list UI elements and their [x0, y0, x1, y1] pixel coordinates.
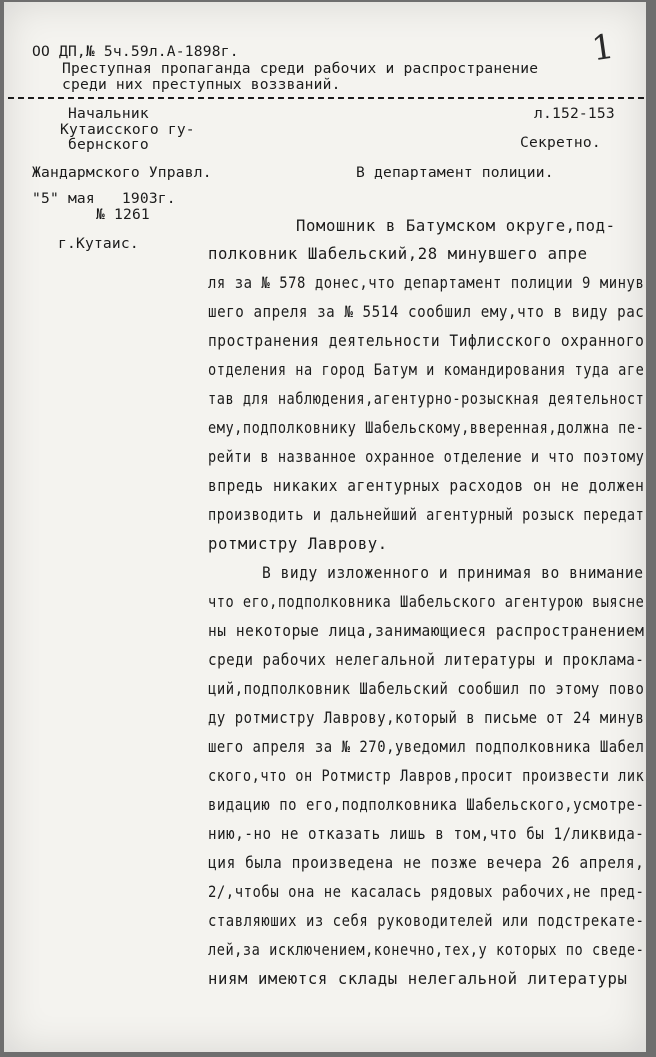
- body-line: что его,подполковника Шабельского агентурою выясне: [208, 593, 645, 611]
- body-line: В виду изложенного и принимая во внимание: [262, 564, 644, 582]
- body-line: лей,за исключением,конечно,тех,у которых по сведе-: [208, 941, 645, 959]
- body-line: шего апреля за № 270,уведомил подполковника Шабел: [208, 738, 645, 756]
- body-line: 2/,чтобы она не касалась рядовых рабочих,не пред-: [208, 883, 645, 901]
- page-number-mark: 1: [589, 26, 617, 70]
- body-line: ций,подполковник Шабельский сообшил по этому пово: [208, 680, 645, 698]
- header-divider: [8, 97, 644, 99]
- subject-line-2: среди них преступных воззваний.: [62, 76, 341, 93]
- document-page: [4, 2, 646, 1052]
- body-line: полковник Шабельский,28 минувшего апре: [208, 245, 588, 263]
- document-city: г.Кутаис.: [58, 235, 139, 252]
- sender-line-4: Жандармского Управл.: [32, 164, 212, 181]
- body-line: рейти в названное охранное отделение и что поэтому: [208, 448, 645, 466]
- body-line: производить и дальнейший агентурный розыск передат: [208, 506, 645, 524]
- secret-stamp: Секретно.: [520, 134, 601, 151]
- body-line: ему,подполковнику Шабельскому,вверенная,должна пе-: [208, 419, 645, 437]
- body-line: ция была произведена не позже вечера 26 апреля,: [208, 854, 645, 872]
- body-line: шего апреля за № 5514 сообшил ему,что в виду рас: [208, 303, 645, 321]
- body-line: ниям имеются склады нелегальной литературы: [208, 970, 628, 988]
- body-line: ля за № 578 донес,что департамент полиции 9 минув: [208, 274, 645, 292]
- body-line: отделения на город Батум и командирования туда аге: [208, 361, 645, 379]
- body-line: нию,-но не отказать лишь в том,что бы 1/ликвида-: [208, 825, 645, 843]
- archive-reference: ОО ДП,№ 5ч.59л.А-1898г.: [32, 43, 239, 60]
- sender-line-1: Начальник: [68, 105, 149, 122]
- document-number: № 1261: [96, 206, 150, 223]
- subject-line-1: Преступная пропаганда среди рабочих и распространение: [62, 60, 539, 77]
- body-line: ского,что он Ротмистр Лавров,просит произвести лик: [208, 767, 645, 785]
- body-line: ставляюших из себя руководителей или подстрекате-: [208, 912, 645, 930]
- body-line: впредь никаких агентурных расходов он не должен: [208, 477, 645, 495]
- body-line: ротмистру Лаврову.: [208, 535, 388, 553]
- sheet-numbers: л.152-153: [534, 105, 615, 122]
- body-line: среди рабочих нелегальной литературы и проклама-: [208, 651, 645, 669]
- body-line: ду ротмистру Лаврову,который в письме от 24 минув: [208, 709, 645, 727]
- body-line: пространения деятельности Тифлисского охранного: [208, 332, 645, 350]
- body-line: тав для наблюдения,агентурно-розыскная деятельност: [208, 390, 645, 408]
- addressee: В департамент полиции.: [356, 164, 554, 181]
- body-line: видацию по его,подполковника Шабельского,усмотре-: [208, 796, 645, 814]
- document-date: "5" мая 1903г.: [32, 190, 176, 207]
- sender-line-3: бернского: [68, 136, 149, 153]
- body-line: ны некоторые лица,занимающиеся распространением: [208, 622, 645, 640]
- body-line: Помошник в Батумском округе,под-: [296, 217, 616, 235]
- sender-line-2: Кутаисского гу-: [60, 121, 195, 138]
